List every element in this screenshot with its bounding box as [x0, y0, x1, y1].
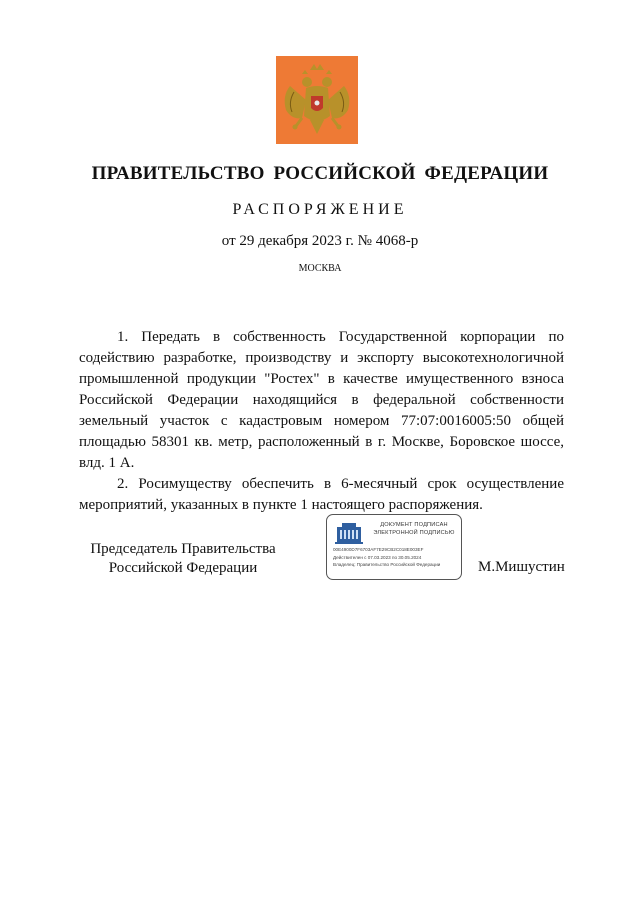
government-building-icon	[333, 521, 365, 545]
signatory-position-line-2: Российской Федерации	[108, 560, 258, 576]
signatory-position	[78, 540, 288, 578]
document-date-number: от 29 декабря 2023 г. № 4068-р	[221, 233, 419, 249]
government-title: ПРАВИТЕЛЬСТВО РОССИЙСКОЙ ФЕДЕРАЦИИ	[91, 163, 549, 184]
document-body	[79, 327, 564, 516]
signatory-name: М.Мишустин	[478, 559, 565, 575]
certificate-owner: Владелец: Правительство Российской Федерации	[333, 562, 441, 567]
electronic-signature-stamp	[326, 514, 462, 580]
state-emblem	[276, 56, 358, 144]
stamp-heading-line-2: ЭЛЕКТРОННОЙ ПОДПИСЬЮ	[373, 530, 455, 536]
signatory-position-line-1: Председатель Правительства	[90, 541, 276, 557]
certificate-serial: 00E4900D7F6703AF7E29CB2C018E003EF	[333, 547, 424, 552]
double-headed-eagle-icon	[276, 56, 358, 144]
certificate-validity: Действителен с 07.03.2023 по 30.05.2024	[333, 555, 422, 560]
stamp-heading	[369, 521, 459, 537]
document-type: РАСПОРЯЖЕНИЕ	[232, 201, 408, 218]
paragraph-1: 1. Передать в собственность Государственной корпорации по содействию разработке, производству и экспорту высокотехнологичной промышленной продукции "Ростех" в качестве имущественного взноса Российской Федерации находящийся в федеральной собственности земельный участок с кадастровым номером 77:07:0016005:50 общей площадью 58301 кв. метр, расположенный в г. Москве, Боровское шоссе, влд. 1 А.	[79, 329, 564, 471]
paragraph-2: 2. Росимуществу обеспечить в 6-месячный срок осуществление мероприятий, указанных в пункте 1 настоящего распоряжения.	[79, 476, 564, 513]
stamp-heading-line-1: ДОКУМЕНТ ПОДПИСАН	[380, 522, 448, 528]
document-city: МОСКВА	[298, 263, 342, 274]
